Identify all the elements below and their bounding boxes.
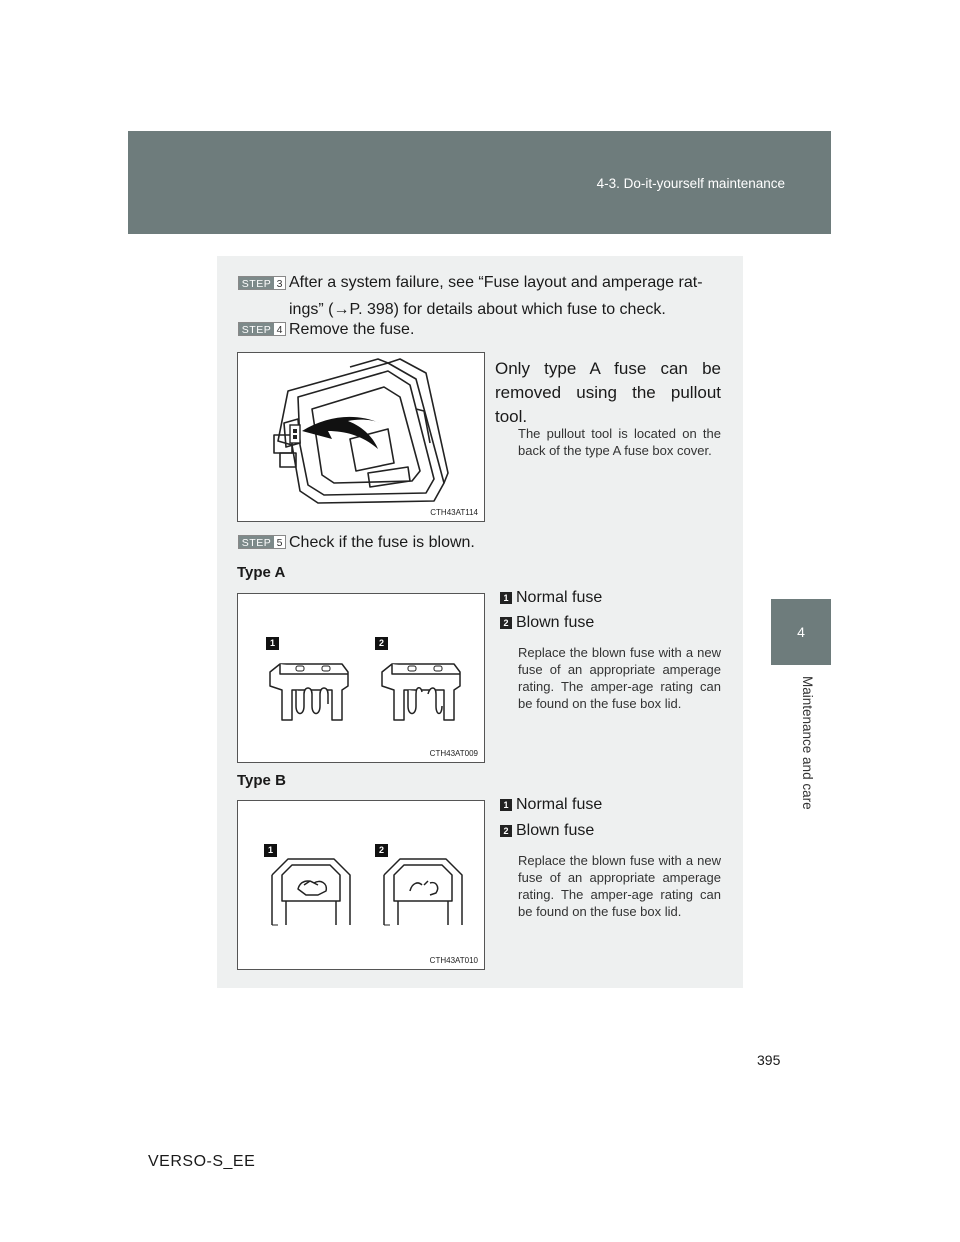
type-b-figure [237, 800, 485, 970]
step-4-badge [238, 322, 286, 336]
section-title: 4-3. Do-it-yourself maintenance [596, 176, 785, 191]
step-5-text: Check if the fuse is blown. [289, 534, 475, 551]
chapter-number: 4 [797, 624, 805, 640]
type-b-heading: Type B [237, 772, 286, 789]
item-number-badge: 1 [500, 799, 512, 811]
fuse-box-cover-illustration [238, 353, 484, 521]
type-b-note: Replace the blown fuse with a new fuse of an appropriate amperage rating. The amper-age rating can be found on the fuse box lid. [518, 853, 721, 919]
step-number: 3 [274, 277, 285, 289]
item-number-badge: 1 [500, 592, 512, 604]
page-number: 395 [757, 1052, 781, 1068]
fuse-box-cover-figure [237, 352, 485, 522]
figure-label-2: 2 [375, 637, 388, 650]
step-word: STEP [239, 277, 274, 289]
type-a-item-1 [500, 588, 720, 608]
type-a-fuses-illustration [238, 594, 484, 762]
figure-label-2: 2 [375, 844, 388, 857]
pullout-note: The pullout tool is located on the back of the type A fuse box cover. [518, 426, 721, 458]
type-b-item-2 [500, 821, 720, 841]
figure-label-1: 1 [264, 844, 277, 857]
type-b-item-1 [500, 795, 720, 815]
type-a-heading: Type A [237, 564, 286, 581]
step-5-badge [238, 535, 286, 549]
figure-code: CTH43AT010 [429, 956, 478, 965]
item-number-badge: 2 [500, 825, 512, 837]
type-a-item-2 [500, 613, 720, 633]
figure-code: CTH43AT114 [430, 508, 478, 517]
type-a-note: Replace the blown fuse with a new fuse of an appropriate amperage rating. The amper-age rating can be found on the fuse box lid. [518, 645, 721, 711]
item-label: Normal fuse [516, 589, 603, 606]
step-3-line-2: ings” (→P. 398) for details about which fuse to check. [289, 301, 666, 318]
step-word: STEP [239, 323, 274, 335]
model-code: VERSO-S_EE [148, 1153, 256, 1170]
item-label: Normal fuse [516, 796, 603, 813]
pullout-main-text: Only type A fuse can be removed using the pullout tool. [495, 359, 721, 426]
step-number: 5 [274, 536, 285, 548]
chapter-tab [771, 599, 831, 665]
chapter-label: Maintenance and care [800, 676, 815, 810]
figure-label-1: 1 [266, 637, 279, 650]
item-label: Blown fuse [516, 614, 595, 631]
type-b-fuses-illustration [238, 801, 484, 969]
step-number: 4 [274, 323, 285, 335]
figure-code: CTH43AT009 [429, 749, 478, 758]
step-3-line-1: After a system failure, see “Fuse layout and amperage rat- [289, 274, 703, 291]
type-a-figure [237, 593, 485, 763]
step-word: STEP [239, 536, 274, 548]
header-band [128, 131, 831, 234]
item-number-badge: 2 [500, 617, 512, 629]
item-label: Blown fuse [516, 822, 595, 839]
step-4-text: Remove the fuse. [289, 321, 415, 338]
content-panel [217, 256, 743, 988]
step-3-badge [238, 276, 286, 290]
